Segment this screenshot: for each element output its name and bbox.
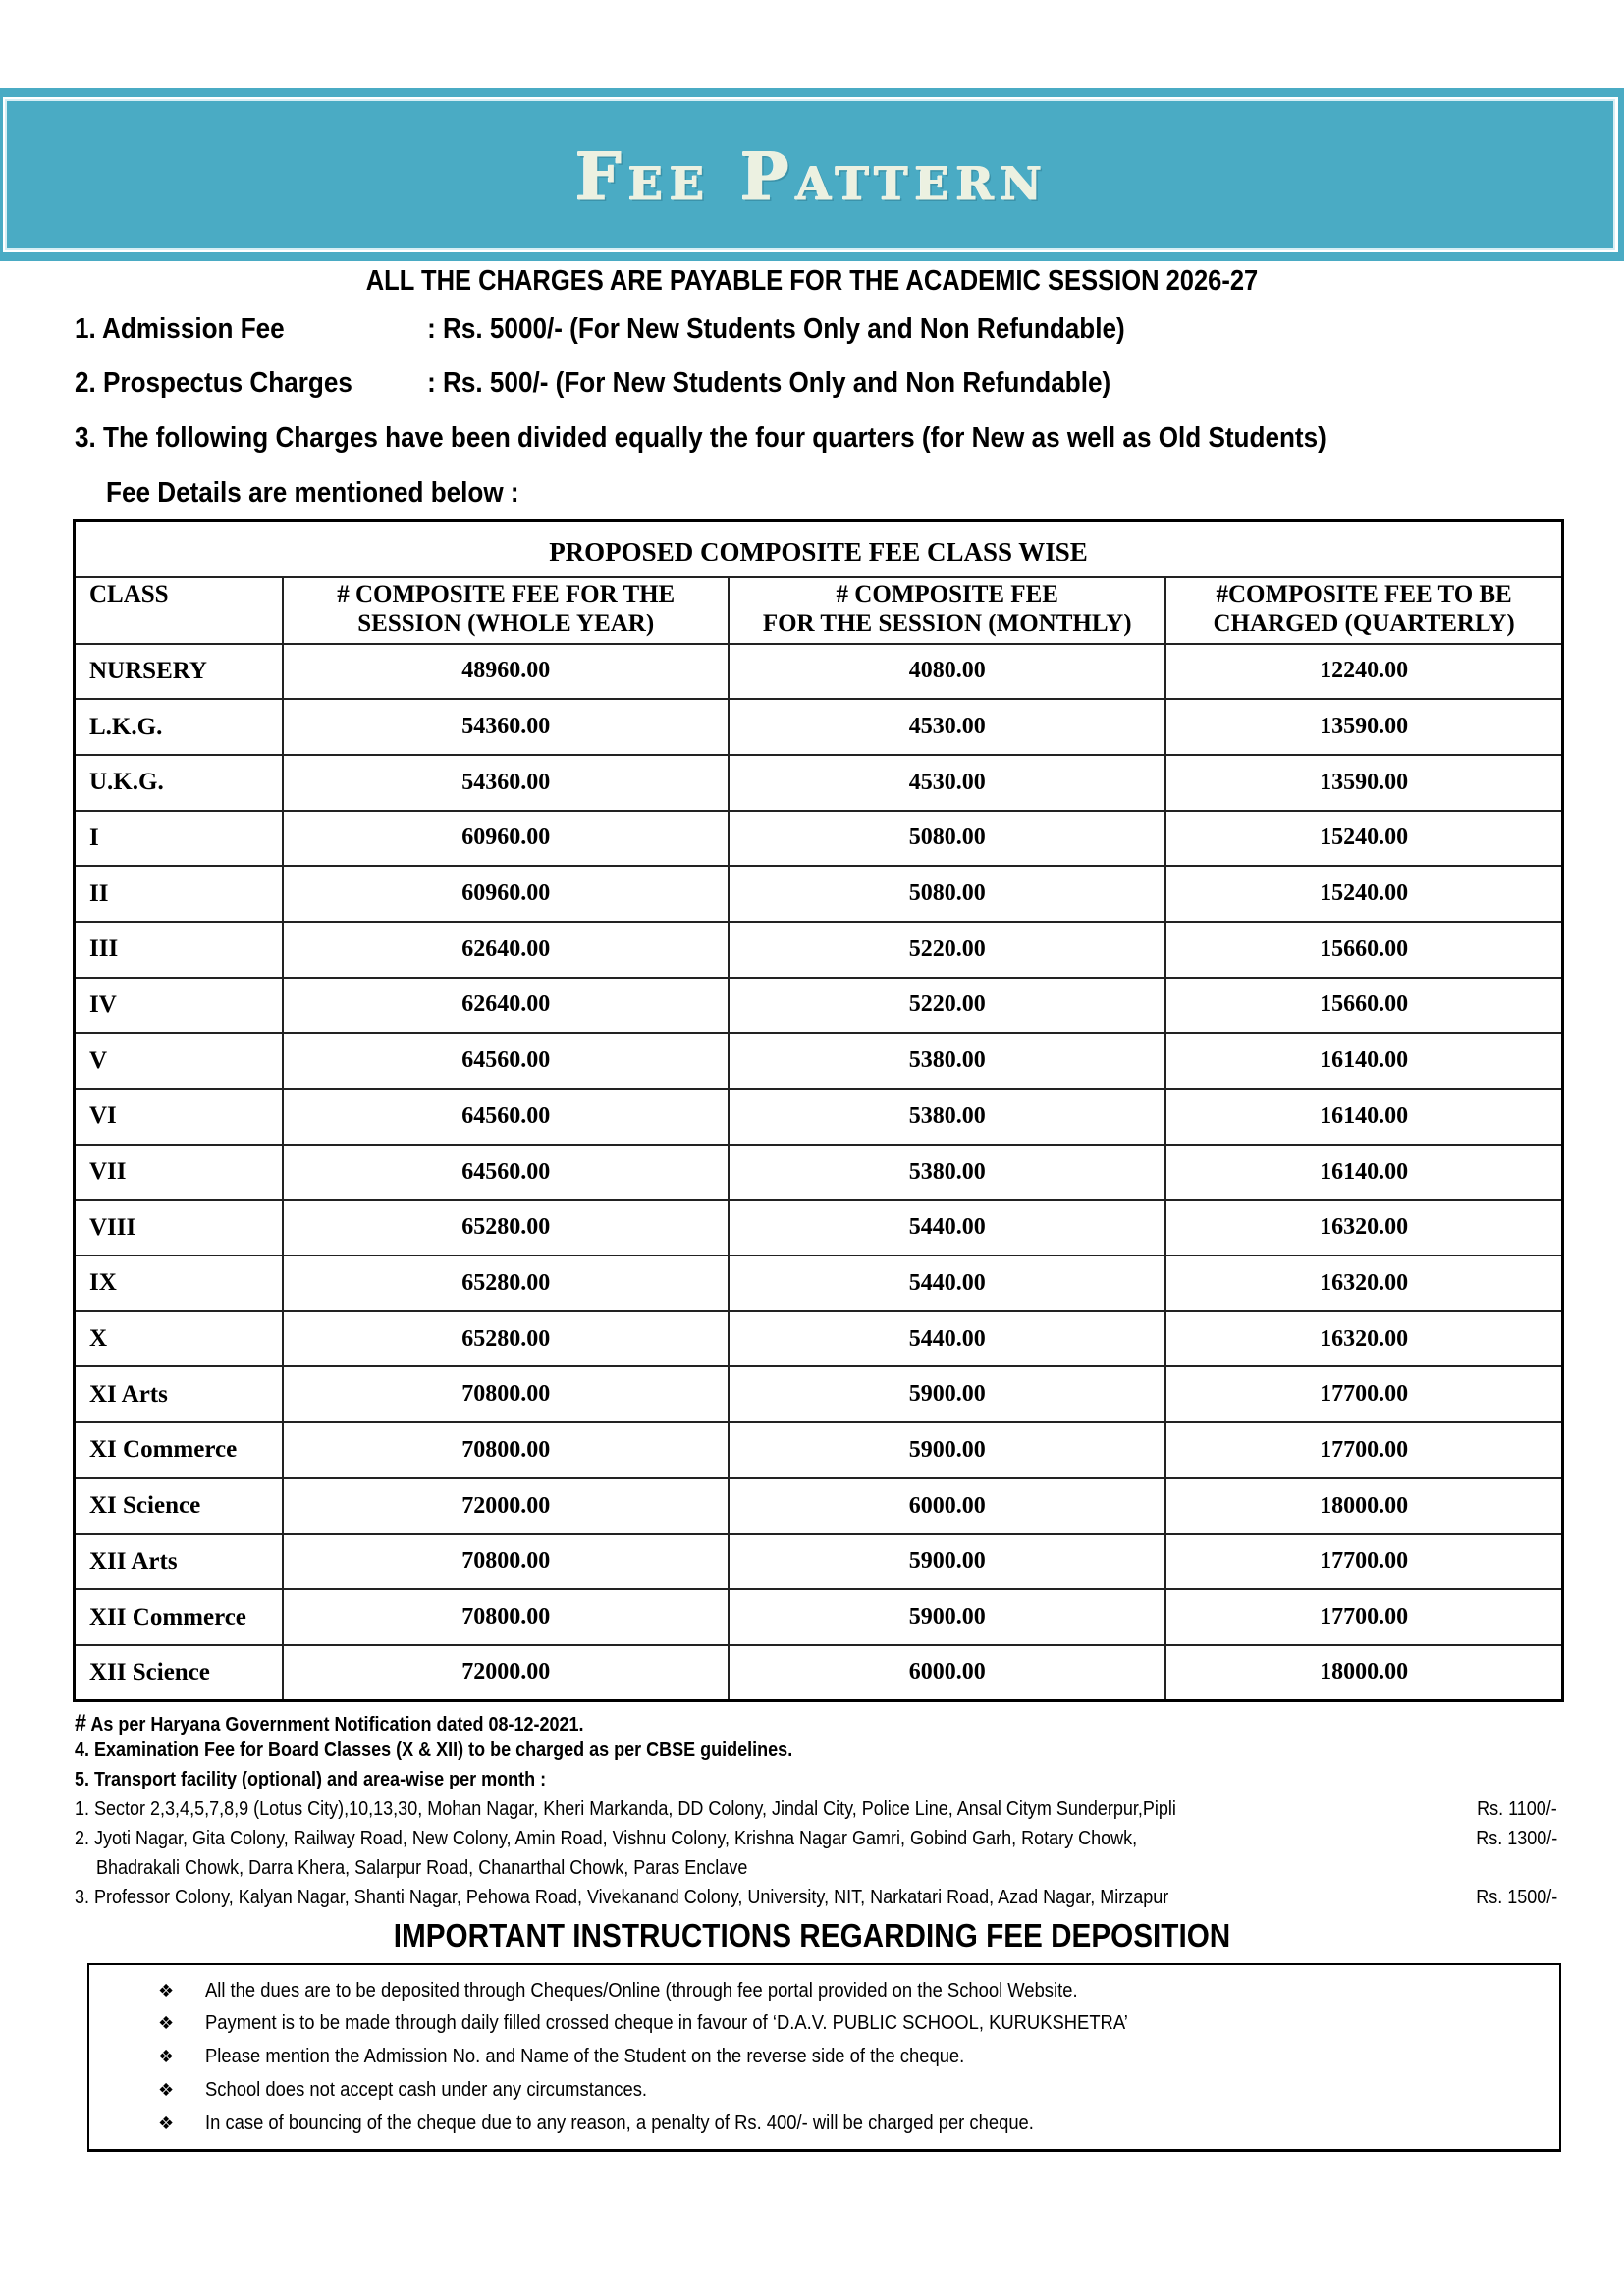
instruction-item: ❖ In case of bouncing of the cheque due to any reason, a penalty of Rs. 400/- will be charged per cheque. bbox=[158, 2112, 1034, 2134]
table-row bbox=[75, 1033, 1563, 1089]
monthly-fee-cell: 5900.00 bbox=[729, 1366, 1165, 1422]
class-cell: V bbox=[75, 1033, 284, 1089]
class-cell: XII Arts bbox=[75, 1534, 284, 1590]
table-row bbox=[75, 644, 1563, 700]
table-row bbox=[75, 1200, 1563, 1255]
table-row bbox=[75, 1589, 1563, 1645]
class-cell: X bbox=[75, 1311, 284, 1367]
yearly-fee-cell: 70800.00 bbox=[283, 1589, 729, 1645]
transport-heading: 5. Transport facility (optional) and area-wise per month : bbox=[75, 1769, 547, 1790]
quarterly-fee-cell: 17700.00 bbox=[1165, 1589, 1562, 1645]
table-row bbox=[75, 1422, 1563, 1478]
quarterly-fee-cell: 17700.00 bbox=[1165, 1366, 1562, 1422]
session-heading: ALL THE CHARGES ARE PAYABLE FOR THE ACADEMIC SESSION 2026-27 bbox=[365, 265, 1259, 296]
yearly-fee-cell: 60960.00 bbox=[283, 866, 729, 922]
diamond-bullet-icon: ❖ bbox=[158, 2113, 175, 2133]
transport-route-3 bbox=[75, 1887, 1597, 1909]
monthly-fee-cell: 4530.00 bbox=[729, 699, 1165, 755]
diamond-bullet-icon: ❖ bbox=[158, 1981, 175, 2001]
monthly-fee-cell: 5080.00 bbox=[729, 866, 1165, 922]
quarterly-fee-cell: 15240.00 bbox=[1165, 811, 1562, 867]
table-row bbox=[75, 811, 1563, 867]
instruction-item: ❖ School does not accept cash under any circumstances. bbox=[158, 2079, 648, 2101]
monthly-fee-cell: 5380.00 bbox=[729, 1033, 1165, 1089]
yearly-fee-cell: 48960.00 bbox=[283, 644, 729, 700]
yearly-fee-cell: 70800.00 bbox=[283, 1366, 729, 1422]
monthly-fee-cell: 4530.00 bbox=[729, 755, 1165, 811]
route-areas: 2. Jyoti Nagar, Gita Colony, Railway Road, New Colony, Amin Road, Vishnu Colony, Krishna Nagar Gamri, Gobind Garh, Rotary Chowk, bbox=[75, 1828, 1138, 1849]
hash-symbol: # bbox=[75, 1710, 87, 1736]
monthly-fee-cell: 5900.00 bbox=[729, 1422, 1165, 1478]
admission-fee-line bbox=[75, 313, 1125, 346]
monthly-fee-cell: 5380.00 bbox=[729, 1145, 1165, 1201]
quarterly-fee-cell: 16140.00 bbox=[1165, 1033, 1562, 1089]
class-cell: III bbox=[75, 922, 284, 978]
quarterly-fee-cell: 16140.00 bbox=[1165, 1145, 1562, 1201]
quarterly-fee-cell: 17700.00 bbox=[1165, 1534, 1562, 1590]
instructions-title: IMPORTANT INSTRUCTIONS REGARDING FEE DEPOSITION bbox=[393, 1917, 1231, 1953]
quarterly-fee-cell: 15660.00 bbox=[1165, 922, 1562, 978]
diamond-bullet-icon: ❖ bbox=[158, 2013, 175, 2033]
quarterly-fee-cell: 15240.00 bbox=[1165, 866, 1562, 922]
monthly-fee-cell: 5900.00 bbox=[729, 1589, 1165, 1645]
yearly-fee-cell: 62640.00 bbox=[283, 922, 729, 978]
monthly-fee-cell: 5900.00 bbox=[729, 1534, 1165, 1590]
fee-details-label: Fee Details are mentioned below : bbox=[106, 477, 519, 508]
table-row bbox=[75, 1311, 1563, 1367]
table-row bbox=[75, 699, 1563, 755]
table-row bbox=[75, 1645, 1563, 1701]
monthly-fee-cell: 5440.00 bbox=[729, 1311, 1165, 1367]
route-areas-continued: Bhadrakali Chowk, Darra Khera, Salarpur Road, Chanarthal Chowk, Paras Enclave bbox=[96, 1857, 748, 1879]
yearly-fee-cell: 65280.00 bbox=[283, 1200, 729, 1255]
table-row bbox=[75, 1145, 1563, 1201]
monthly-fee-cell: 6000.00 bbox=[729, 1478, 1165, 1534]
yearly-fee-cell: 64560.00 bbox=[283, 1145, 729, 1201]
yearly-fee-cell: 54360.00 bbox=[283, 699, 729, 755]
class-cell: VII bbox=[75, 1145, 284, 1201]
table-row bbox=[75, 755, 1563, 811]
instructions-box bbox=[87, 1963, 1561, 2152]
class-cell: NURSERY bbox=[75, 644, 284, 700]
class-cell: XI Commerce bbox=[75, 1422, 284, 1478]
class-cell: XII Science bbox=[75, 1645, 284, 1701]
monthly-fee-cell: 4080.00 bbox=[729, 644, 1165, 700]
quarterly-fee-cell: 12240.00 bbox=[1165, 644, 1562, 700]
column-header-yearly: # COMPOSITE FEE FOR THE SESSION (WHOLE YEAR) bbox=[283, 577, 729, 644]
class-cell: XI Arts bbox=[75, 1366, 284, 1422]
title-banner bbox=[0, 88, 1624, 261]
quarterly-fee-cell: 15660.00 bbox=[1165, 978, 1562, 1034]
class-cell: VI bbox=[75, 1089, 284, 1145]
route-rate: Rs. 1100/- bbox=[1477, 1798, 1557, 1820]
instruction-item: ❖ Payment is to be made through daily filled crossed cheque in favour of ‘D.A.V. PUBLIC SCHOOL, KURUKSHETRA’ bbox=[158, 2012, 1128, 2034]
fee-table-title: PROPOSED COMPOSITE FEE CLASS WISE bbox=[75, 521, 1563, 577]
quarterly-fee-cell: 18000.00 bbox=[1165, 1478, 1562, 1534]
route-areas: 1. Sector 2,3,4,5,7,8,9 (Lotus City),10,13,30, Mohan Nagar, Kheri Markanda, DD Colony, Jindal City, Police Line, Ansal Citym Sunderpur,Pipli bbox=[75, 1798, 1176, 1820]
page-title: Fee Pattern bbox=[575, 138, 1049, 215]
exam-fee-note: 4. Examination Fee for Board Classes (X & XII) to be charged as per CBSE guidelines. bbox=[75, 1739, 793, 1761]
monthly-fee-cell: 5220.00 bbox=[729, 922, 1165, 978]
quarterly-fee-cell: 18000.00 bbox=[1165, 1645, 1562, 1701]
class-cell: XI Science bbox=[75, 1478, 284, 1534]
yearly-fee-cell: 65280.00 bbox=[283, 1311, 729, 1367]
quarterly-fee-cell: 16140.00 bbox=[1165, 1089, 1562, 1145]
quarterly-fee-cell: 13590.00 bbox=[1165, 699, 1562, 755]
transport-route-1 bbox=[75, 1798, 1597, 1821]
class-cell: XII Commerce bbox=[75, 1589, 284, 1645]
monthly-fee-cell: 5380.00 bbox=[729, 1089, 1165, 1145]
diamond-bullet-icon: ❖ bbox=[158, 2047, 175, 2066]
column-header-quarterly: #COMPOSITE FEE TO BE CHARGED (QUARTERLY) bbox=[1165, 577, 1562, 644]
prospectus-charges-line bbox=[75, 367, 1110, 400]
yearly-fee-cell: 65280.00 bbox=[283, 1255, 729, 1311]
yearly-fee-cell: 64560.00 bbox=[283, 1033, 729, 1089]
table-row bbox=[75, 978, 1563, 1034]
fee-table-header bbox=[75, 577, 1563, 644]
yearly-fee-cell: 70800.00 bbox=[283, 1534, 729, 1590]
monthly-fee-cell: 6000.00 bbox=[729, 1645, 1165, 1701]
quarterly-fee-cell: 16320.00 bbox=[1165, 1311, 1562, 1367]
monthly-fee-cell: 5080.00 bbox=[729, 811, 1165, 867]
quarter-division-note: 3. The following Charges have been divided equally the four quarters (for New as well as Old Students) bbox=[75, 422, 1326, 454]
admission-fee-value: : Rs. 5000/- (For New Students Only and Non Refundable) bbox=[427, 313, 1125, 345]
instruction-item: ❖ Please mention the Admission No. and Name of the Student on the reverse side of the cheque. bbox=[158, 2046, 965, 2067]
route-rate: Rs. 1300/- bbox=[1475, 1828, 1557, 1849]
table-row bbox=[75, 866, 1563, 922]
class-cell: I bbox=[75, 811, 284, 867]
quarterly-fee-cell: 13590.00 bbox=[1165, 755, 1562, 811]
monthly-fee-cell: 5220.00 bbox=[729, 978, 1165, 1034]
fee-table bbox=[73, 519, 1564, 1702]
class-cell: VIII bbox=[75, 1200, 284, 1255]
class-cell: II bbox=[75, 866, 284, 922]
class-cell: U.K.G. bbox=[75, 755, 284, 811]
monthly-fee-cell: 5440.00 bbox=[729, 1200, 1165, 1255]
yearly-fee-cell: 60960.00 bbox=[283, 811, 729, 867]
prospectus-charges-label: 2. Prospectus Charges bbox=[75, 367, 352, 399]
government-notification-note: # As per Haryana Government Notification dated 08-12-2021. bbox=[75, 1710, 584, 1736]
yearly-fee-cell: 70800.00 bbox=[283, 1422, 729, 1478]
table-row bbox=[75, 1534, 1563, 1590]
instruction-item: ❖ All the dues are to be deposited through Cheques/Online (through fee portal provided on the School Website. bbox=[158, 1980, 1078, 2002]
transport-route-2 bbox=[75, 1828, 1597, 1850]
column-header-class: CLASS bbox=[75, 577, 284, 644]
column-header-monthly: # COMPOSITE FEE FOR THE SESSION (MONTHLY) bbox=[729, 577, 1165, 644]
quarterly-fee-cell: 17700.00 bbox=[1165, 1422, 1562, 1478]
yearly-fee-cell: 72000.00 bbox=[283, 1645, 729, 1701]
quarterly-fee-cell: 16320.00 bbox=[1165, 1255, 1562, 1311]
class-cell: L.K.G. bbox=[75, 699, 284, 755]
table-row bbox=[75, 1366, 1563, 1422]
quarterly-fee-cell: 16320.00 bbox=[1165, 1200, 1562, 1255]
yearly-fee-cell: 64560.00 bbox=[283, 1089, 729, 1145]
transport-route-2-continuation bbox=[96, 1857, 1618, 1880]
diamond-bullet-icon: ❖ bbox=[158, 2080, 175, 2100]
admission-fee-label: 1. Admission Fee bbox=[75, 313, 285, 345]
yearly-fee-cell: 62640.00 bbox=[283, 978, 729, 1034]
table-row bbox=[75, 1089, 1563, 1145]
route-rate: Rs. 1500/- bbox=[1475, 1887, 1557, 1908]
table-row bbox=[75, 922, 1563, 978]
yearly-fee-cell: 72000.00 bbox=[283, 1478, 729, 1534]
prospectus-charges-value: : Rs. 500/- (For New Students Only and Non Refundable) bbox=[427, 367, 1111, 399]
yearly-fee-cell: 54360.00 bbox=[283, 755, 729, 811]
class-cell: IX bbox=[75, 1255, 284, 1311]
route-areas: 3. Professor Colony, Kalyan Nagar, Shanti Nagar, Pehowa Road, Vivekanand Colony, University, NIT, Narkatari Road, Azad Nagar, Mirzapur bbox=[75, 1887, 1169, 1908]
table-row bbox=[75, 1255, 1563, 1311]
monthly-fee-cell: 5440.00 bbox=[729, 1255, 1165, 1311]
class-cell: IV bbox=[75, 978, 284, 1034]
table-row bbox=[75, 1478, 1563, 1534]
